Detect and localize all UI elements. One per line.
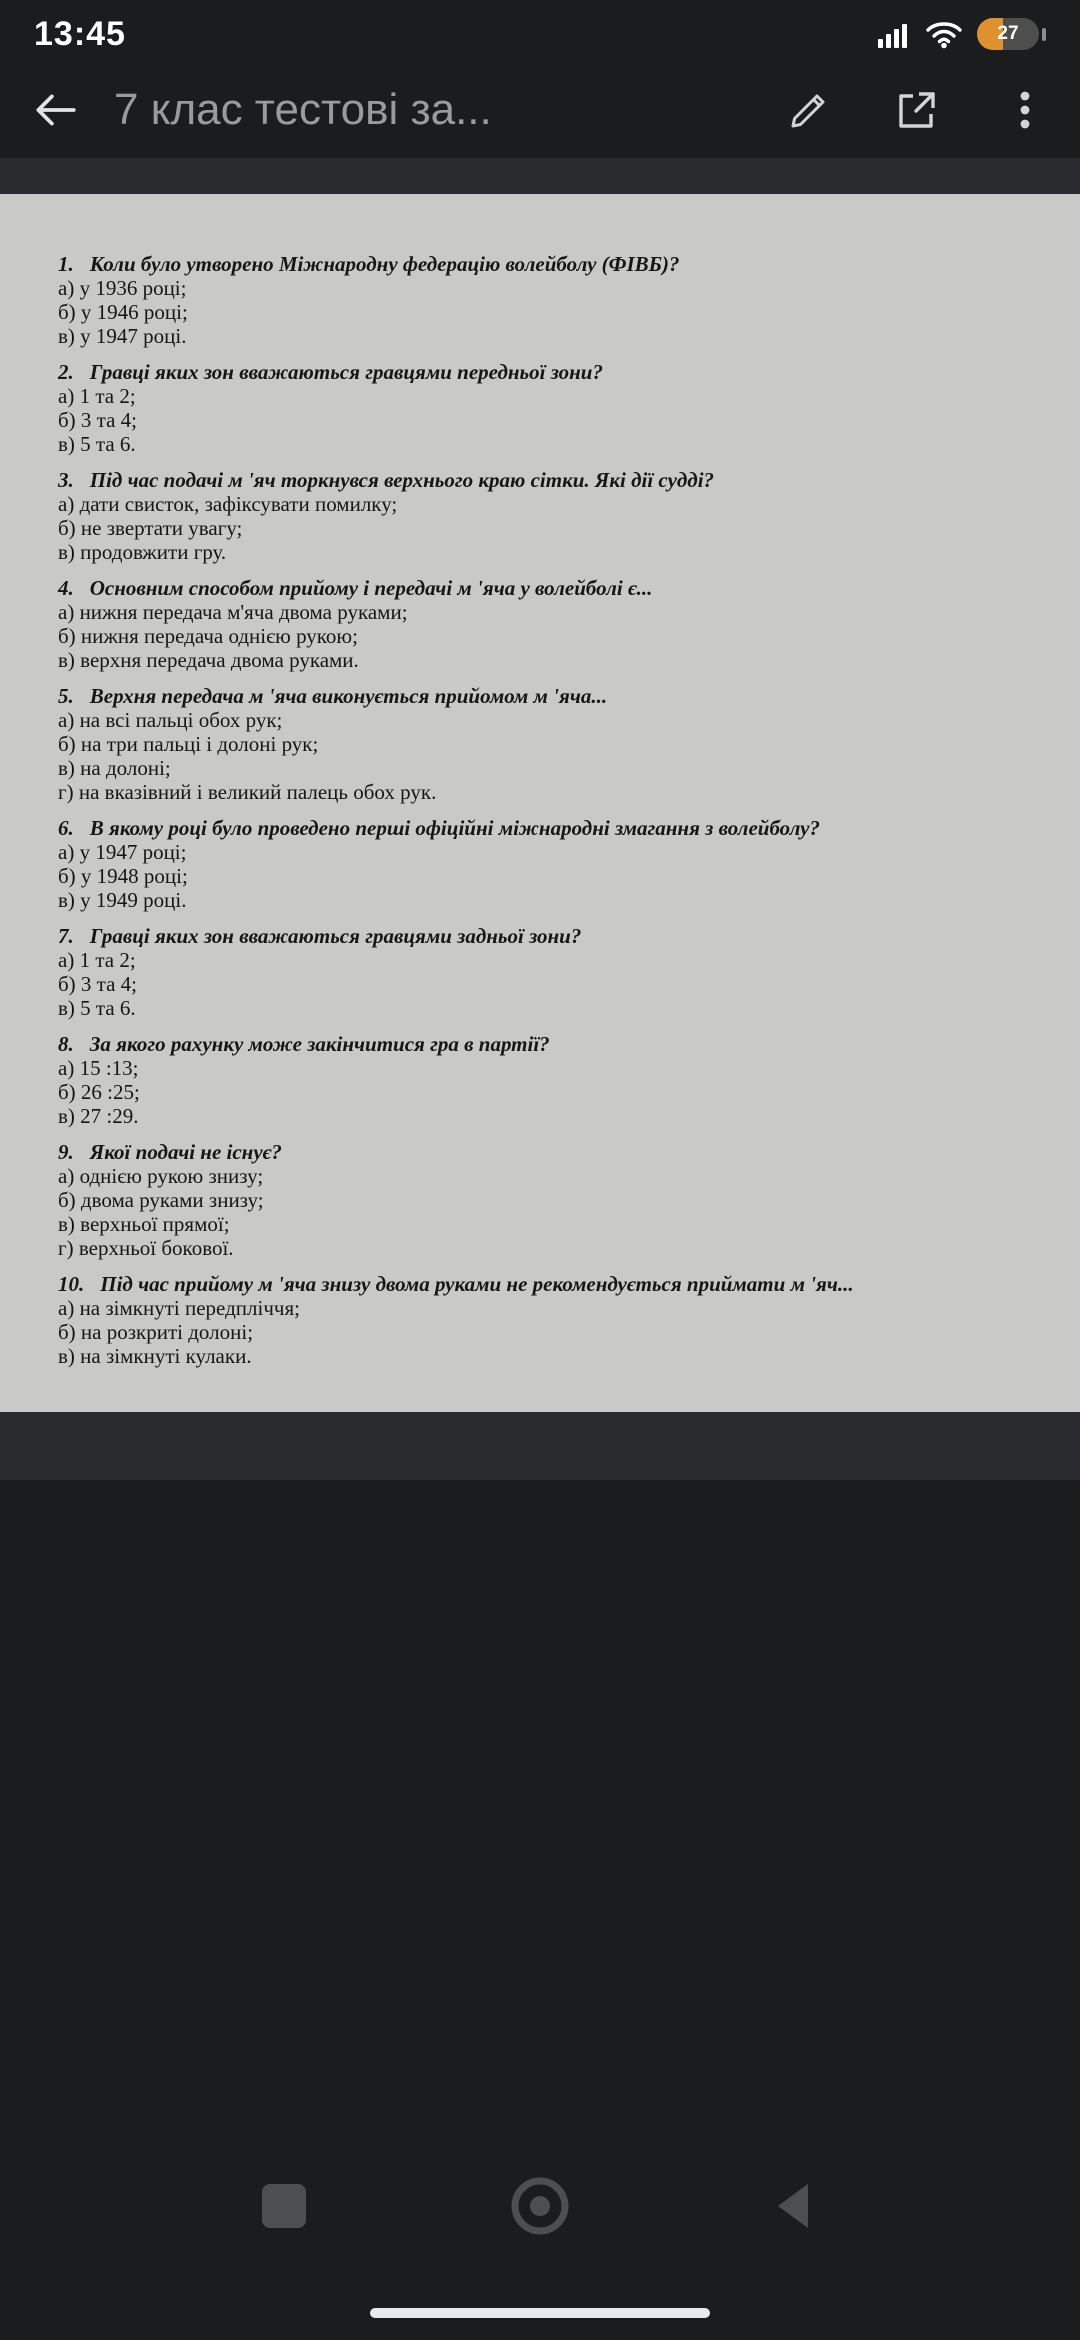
question-title [58, 252, 1022, 276]
question-block [58, 1032, 1022, 1128]
home-circle-icon [507, 2173, 573, 2239]
answer-list [58, 708, 1022, 804]
question-text: Під час прийому м 'яча знизу двома руками не рекомендується приймати м 'яч... [100, 1272, 854, 1296]
question-title [58, 1032, 1022, 1056]
question-text: Основним способом прийому і передачі м 'яча у волейболі є... [89, 576, 653, 600]
document-title: 7 клас тестові за... [114, 85, 492, 134]
back-button[interactable] [30, 85, 80, 135]
answer-list [58, 840, 1022, 912]
answer-line: в) у 1947 році. [58, 324, 187, 348]
battery-percent: 27 [997, 23, 1019, 44]
back-triangle-icon [766, 2174, 826, 2238]
open-in-new-icon [894, 87, 940, 133]
question-block [58, 684, 1022, 804]
answer-line: б) не звертати увагу; [58, 516, 243, 540]
answer-line: в) на зімкнуті кулаки. [58, 1344, 252, 1368]
question-text: В якому році було проведено перші офіційні міжнародні змагання з волейболу? [89, 816, 820, 840]
clock: 13:45 [34, 14, 126, 53]
question-title [58, 924, 1022, 948]
question-block [58, 468, 1022, 564]
answer-list [58, 1296, 1022, 1368]
question-number: 4. [58, 576, 74, 600]
questions [58, 252, 1022, 1368]
question-text: Гравці яких зон вважаються гравцями задньої зони? [89, 924, 582, 948]
question-block [58, 924, 1022, 1020]
question-text: Коли було утворено Міжнародну федерацію волейболу (ФІВБ)? [89, 252, 680, 276]
question-block [58, 576, 1022, 672]
question-title [58, 1140, 1022, 1164]
recents-button[interactable] [251, 2173, 317, 2239]
question-text: Гравці яких зон вважаються гравцями передньої зони? [89, 360, 603, 384]
question-number: 10. [58, 1272, 85, 1296]
question-block [58, 1272, 1022, 1368]
answer-list [58, 1056, 1022, 1128]
answer-line: а) однією рукою знизу; [58, 1164, 264, 1188]
answer-line: в) у 1949 році. [58, 888, 187, 912]
question-block [58, 816, 1022, 912]
answer-line: б) нижня передача однією рукою; [58, 624, 358, 648]
question-number: 2. [58, 360, 74, 384]
question-title [58, 468, 1022, 492]
answer-list [58, 384, 1022, 456]
answer-line: б) на три пальці і долоні рук; [58, 732, 319, 756]
home-button[interactable] [507, 2173, 573, 2239]
answer-line: а) у 1936 році; [58, 276, 187, 300]
question-block [58, 1140, 1022, 1260]
back-nav-button[interactable] [763, 2173, 829, 2239]
answer-line: а) у 1947 році; [58, 840, 187, 864]
answer-line: а) 1 та 2; [58, 384, 136, 408]
answer-line: г) верхньої бокової. [58, 1236, 234, 1260]
answer-line: б) на розкриті долоні; [58, 1320, 254, 1344]
question-text: Верхня передача м 'яча виконується прийомом м 'яча... [89, 684, 608, 708]
answer-list [58, 1164, 1022, 1260]
answer-line: б) у 1948 році; [58, 864, 188, 888]
document-page [0, 194, 1080, 1412]
answer-list [58, 492, 1022, 564]
document-viewer[interactable] [0, 158, 1080, 1480]
status-icons [877, 18, 1046, 50]
answer-line: в) продовжити гру. [58, 540, 227, 564]
answer-line: в) 27 :29. [58, 1104, 139, 1128]
battery-icon [977, 18, 1046, 50]
answer-line: б) у 1946 році; [58, 300, 188, 324]
app-bar [0, 62, 1080, 158]
answer-list [58, 276, 1022, 348]
answer-line: а) 15 :13; [58, 1056, 139, 1080]
answer-line: в) на долоні; [58, 756, 171, 780]
header [0, 0, 1080, 158]
answer-line: б) двома руками знизу; [58, 1188, 264, 1212]
question-title [58, 576, 1022, 600]
home-indicator[interactable] [370, 2308, 710, 2318]
answer-list [58, 600, 1022, 672]
question-text: Під час подачі м 'яч торкнувся верхнього краю сітки. Які дії судді? [89, 468, 715, 492]
pencil-icon [786, 87, 832, 133]
answer-line: б) 3 та 4; [58, 408, 138, 432]
question-title [58, 684, 1022, 708]
question-number: 9. [58, 1140, 74, 1164]
question-text: За якого рахунку може закінчитися гра в партії? [89, 1032, 550, 1056]
question-number: 8. [58, 1032, 74, 1056]
answer-line: в) 5 та 6. [58, 996, 136, 1020]
answer-line: г) на вказівний і великий палець обох рук. [58, 780, 437, 804]
signal-bars-icon [877, 19, 911, 49]
answer-line: в) верхньої прямої; [58, 1212, 230, 1236]
open-in-new-button[interactable] [894, 87, 940, 133]
edit-button[interactable] [786, 87, 832, 133]
question-text: Якої подачі не існує? [89, 1140, 282, 1164]
answer-line: в) 5 та 6. [58, 432, 136, 456]
answer-line: в) верхня передача двома руками. [58, 648, 359, 672]
answer-line: а) 1 та 2; [58, 948, 136, 972]
answer-line: б) 26 :25; [58, 1080, 140, 1104]
question-number: 3. [58, 468, 74, 492]
answer-line: а) на зімкнуті передпліччя; [58, 1296, 300, 1320]
recents-square-icon [262, 2184, 306, 2228]
answer-line: а) нижня передача м'яча двома руками; [58, 600, 408, 624]
question-block [58, 252, 1022, 348]
question-number: 5. [58, 684, 74, 708]
question-title [58, 816, 1022, 840]
battery-nub [1042, 28, 1046, 41]
arrow-left-icon [30, 85, 80, 135]
answer-line: а) на всі пальці обох рук; [58, 708, 283, 732]
question-title [58, 360, 1022, 384]
question-number: 6. [58, 816, 74, 840]
status-bar [0, 0, 1080, 62]
answer-line: б) 3 та 4; [58, 972, 138, 996]
question-number: 1. [58, 252, 74, 276]
question-number: 7. [58, 924, 74, 948]
dots-vertical-icon [1002, 87, 1048, 133]
question-title [58, 1272, 1022, 1296]
question-block [58, 360, 1022, 456]
navigation-bar [0, 2148, 1080, 2264]
app-actions [786, 87, 1048, 133]
answer-line: а) дати свисток, зафіксувати помилку; [58, 492, 398, 516]
wifi-icon [925, 19, 963, 49]
overflow-menu-button[interactable] [1002, 87, 1048, 133]
answer-list [58, 948, 1022, 1020]
